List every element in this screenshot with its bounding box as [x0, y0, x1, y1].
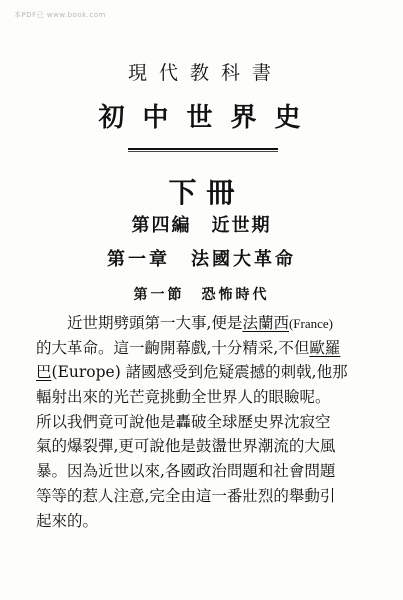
- text-line: [36, 434, 376, 459]
- text-line: [36, 336, 376, 361]
- text-run: 的大革命。這一齣開幕戲,十分精采,不但: [36, 338, 310, 357]
- watermark-text: 本PDF已 www.book.com: [14, 11, 106, 19]
- text-run: 氣的爆裂彈,更可說他是鼓盪世界潮流的大風: [36, 437, 336, 456]
- text-run: 等等的惹人注意,完全由這一番壯烈的舉動引: [36, 486, 336, 505]
- text-line: [36, 385, 376, 410]
- text-run: 近世期劈頭第一大事,便是: [67, 314, 243, 332]
- text-line: [36, 360, 376, 385]
- text-run: 暴。因為近世以來,各國政治問題和社會問題: [36, 462, 336, 481]
- proper-noun: 法蘭西: [242, 314, 289, 332]
- title-divider: [128, 148, 278, 152]
- text-line: [36, 410, 376, 435]
- text-line: [36, 484, 376, 509]
- book-title: 初中世界史: [98, 103, 319, 133]
- text-run: 輻射出來的光芒竟挑動全世界人的眼瞼呢。: [36, 388, 331, 407]
- chapter-heading: 第一章 法國大革命: [107, 249, 296, 270]
- section-heading: 第一節 恐怖時代: [133, 287, 270, 303]
- proper-noun: 巴: [36, 363, 52, 382]
- divider-thin-line: [128, 151, 278, 152]
- latin-gloss: (France): [288, 316, 333, 331]
- text-line: [36, 509, 376, 534]
- part-heading: 第四編 近世期: [131, 215, 272, 236]
- text-run: 起來的。: [36, 511, 99, 530]
- proper-noun: 歐羅: [309, 338, 341, 357]
- body-paragraph: [36, 311, 376, 533]
- divider-thick-line: [128, 148, 278, 150]
- text-run-with-gloss: (Europe) 諸國感受到危疑震撼的刺戟,他那: [51, 363, 348, 382]
- text-run: 所以我們竟可說他是轟破全球歷史界沈寂空: [36, 412, 331, 431]
- text-line: [36, 459, 376, 484]
- volume-heading: 下冊: [168, 176, 245, 209]
- text-line: [36, 311, 376, 336]
- series-title: 現代教科書: [127, 62, 283, 84]
